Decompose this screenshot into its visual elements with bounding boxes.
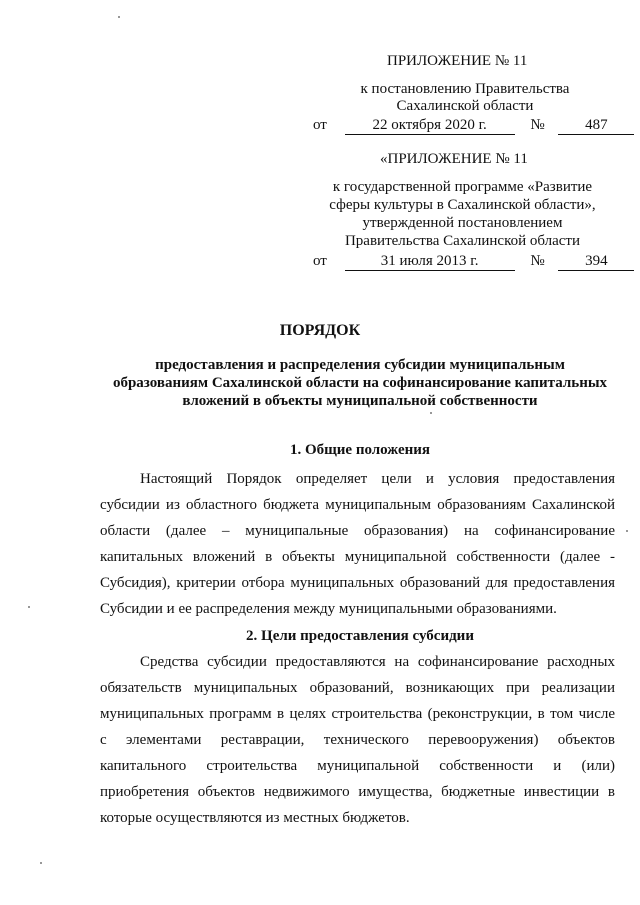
section-2-paragraph — [100, 649, 615, 831]
decree-number: 487 — [558, 116, 634, 135]
paragraph-line: Субсидии и ее распределения между муниципальными образованиями. — [100, 601, 557, 617]
program-date: 31 июля 2013 г. — [345, 252, 515, 271]
paragraph-line: муниципальных программ в целях строительства (реконструкции, в том числе — [100, 706, 615, 722]
paragraph-line: с элементами реставрации, технического перевооружения) объектов — [100, 732, 615, 748]
section-2-heading: 2. Цели предоставления субсидии — [246, 628, 474, 644]
document-subtitle-line2: образованиям Сахалинской области на софинансирование капитальных — [112, 375, 608, 391]
appendix-ref-line1: к постановлению Правительства — [360, 81, 570, 97]
scan-speck — [118, 16, 120, 18]
paragraph-line: приобретения объектов недвижимого имущества, бюджетные инвестиции в — [100, 784, 615, 800]
scan-speck — [40, 862, 42, 864]
scan-speck — [28, 606, 30, 608]
paragraph-line: капитального строительства муниципальной собственности и (или) — [100, 758, 615, 774]
program-ref-line1: к государственной программе «Развитие — [332, 179, 593, 195]
section-1-paragraph — [100, 466, 615, 622]
program-ref-line3: утвержденной постановлением — [362, 215, 563, 231]
scan-speck — [626, 530, 628, 532]
appendix-ref-line2: Сахалинской области — [396, 98, 534, 114]
from-label: от — [313, 117, 327, 133]
paragraph-line: области (далее – муниципальные образования) на софинансирование — [100, 523, 615, 539]
from-label: от — [313, 253, 327, 269]
paragraph-line: которые осуществляются из местных бюджетов. — [100, 810, 410, 826]
paragraph-line: Субсидия), критерии отбора муниципальных образований для предоставления — [100, 575, 615, 591]
appendix-date-line — [313, 116, 634, 135]
program-ref-line4: Правительства Сахалинской области — [344, 233, 581, 249]
program-date-line — [313, 252, 634, 271]
paragraph-line: Средства субсидии предоставляются на софинансирование расходных — [140, 654, 615, 670]
section-1-heading: 1. Общие положения — [289, 442, 431, 458]
number-label: № — [530, 253, 545, 269]
appendix-title: ПРИЛОЖЕНИЕ № 11 — [387, 53, 528, 69]
number-label: № — [530, 117, 545, 133]
paragraph-line: субсидии из областного бюджета муниципальным образованиям Сахалинской — [100, 497, 615, 513]
paragraph-line: капитальных вложений в объекты муниципальной собственности (далее - — [100, 549, 615, 565]
paragraph-line: Настоящий Порядок определяет цели и условия предоставления — [140, 471, 615, 487]
document-subtitle-line1: предоставления и распределения субсидии муниципальным — [155, 357, 565, 373]
program-appendix-title: «ПРИЛОЖЕНИЕ № 11 — [380, 151, 528, 167]
document-title: ПОРЯДОК — [279, 322, 361, 339]
decree-date: 22 октября 2020 г. — [345, 116, 515, 135]
document-subtitle-line3: вложений в объекты муниципальной собственности — [182, 393, 538, 409]
program-ref-line2: сферы культуры в Сахалинской области», — [329, 197, 596, 213]
scan-speck — [430, 412, 432, 414]
paragraph-line: обязательств муниципальных образований, возникающих при реализации — [100, 680, 615, 696]
program-number: 394 — [558, 252, 634, 271]
